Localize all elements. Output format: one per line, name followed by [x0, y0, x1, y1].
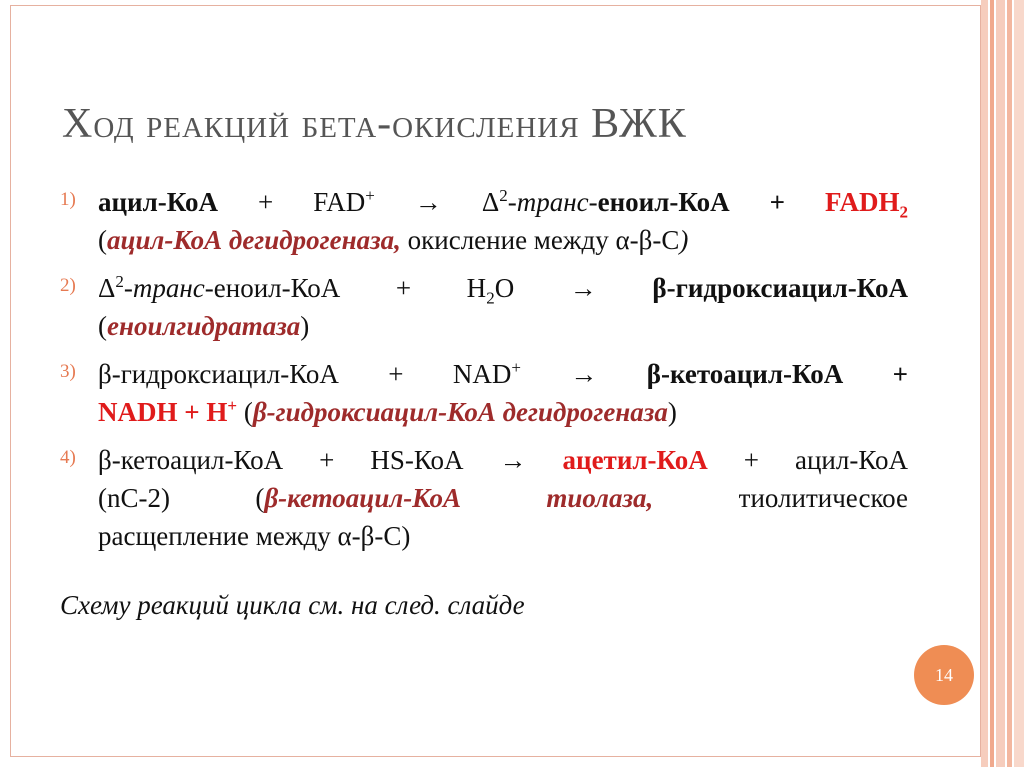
list-item [60, 269, 908, 345]
decorative-stripes [981, 0, 1024, 767]
item-line: $\Delta^2-транс-еноил$-КоА + $H_2O$ → β-гидроксиацил-КоА [98, 272, 908, 308]
list-item [60, 441, 908, 555]
reaction-list [60, 183, 908, 565]
item-line: β-гидроксиацил-КоА + NAD+ → β-кетоацил-КоА + [98, 358, 908, 389]
list-item [60, 183, 908, 259]
item-line: β-кетоацил-КоА + HS-КоА → ацетил-КоА + ацил-КоА [98, 445, 908, 475]
item-number: 2) [60, 275, 76, 296]
page-title: Ход реакций бета-окисления ВЖК [62, 101, 687, 147]
item-line: (еноилгидратаза) [98, 311, 310, 341]
list-item [60, 355, 908, 431]
item-line: NADH + H+ (β-гидроксиацил-КоА дегидрогеназа) [98, 396, 677, 427]
item-line: (nC-2) (β-кетоацил-КоА тиолаза, тиолитическое [98, 483, 908, 513]
item-line: расщепление между α-β-С) [98, 521, 411, 551]
item-line: ацил-КоА + $FAD^+ \to \Delta^2-транс-еноил$-КоА + $FADH_2$ [98, 186, 908, 222]
item-number: 3) [60, 361, 76, 382]
item-number: 4) [60, 447, 76, 468]
page-number-badge: 14 [914, 645, 974, 705]
item-line: (ацил-КоА дегидрогеназа, окисление между α-β-С) [98, 225, 689, 255]
item-number: 1) [60, 189, 76, 210]
footnote: Схему реакций цикла см. на след. слайде [60, 590, 525, 620]
